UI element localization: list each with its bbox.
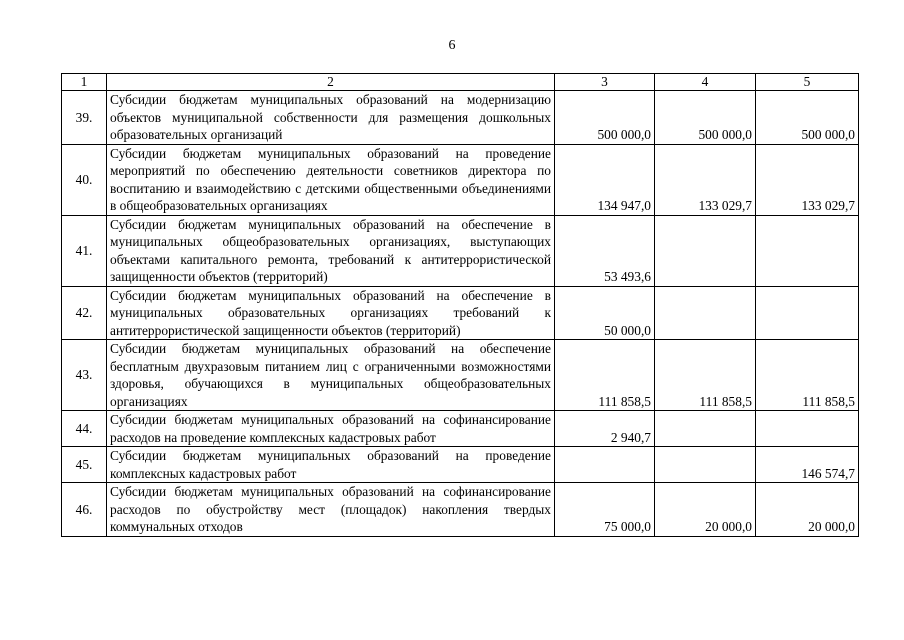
row-description: Субсидии бюджетам муниципальных образований на софинансирование расходов на проведение комплексных кадастровых работ [107,411,555,447]
table-row [62,411,859,447]
row-description: Субсидии бюджетам муниципальных образований на проведение комплексных кадастровых работ [107,447,555,483]
column-header: 2 [107,74,555,91]
row-number: 41. [62,215,107,286]
budget-table [61,73,859,537]
row-number: 43. [62,340,107,411]
value-col-3: 53 493,6 [555,215,655,286]
value-col-4 [655,411,756,447]
table-row [62,447,859,483]
value-col-4 [655,447,756,483]
value-col-5: 500 000,0 [756,91,859,145]
table-row [62,483,859,537]
value-col-4: 133 029,7 [655,144,756,215]
row-number: 40. [62,144,107,215]
row-description: Субсидии бюджетам муниципальных образований на софинансирование расходов по обустройству мест (площадок) накопления твердых коммунальных отходов [107,483,555,537]
value-col-5 [756,215,859,286]
row-description: Субсидии бюджетам муниципальных образований на модернизацию объектов муниципальной собственности для размещения дошкольных образовательных организаций [107,91,555,145]
table-row [62,286,859,340]
row-number: 39. [62,91,107,145]
value-col-4 [655,215,756,286]
value-col-5: 20 000,0 [756,483,859,537]
value-col-3: 50 000,0 [555,286,655,340]
value-col-5: 146 574,7 [756,447,859,483]
row-number: 45. [62,447,107,483]
table-row [62,340,859,411]
value-col-4 [655,286,756,340]
value-col-3: 111 858,5 [555,340,655,411]
value-col-4: 20 000,0 [655,483,756,537]
column-header: 4 [655,74,756,91]
row-number: 42. [62,286,107,340]
value-col-5 [756,286,859,340]
value-col-3: 75 000,0 [555,483,655,537]
value-col-5 [756,411,859,447]
column-header: 1 [62,74,107,91]
value-col-3: 2 940,7 [555,411,655,447]
value-col-3: 134 947,0 [555,144,655,215]
row-description: Субсидии бюджетам муниципальных образований на проведение мероприятий по обеспечению деятельности советников директора по воспитанию и взаимодействию с детскими общественными объединениями в общеобразовательных организациях [107,144,555,215]
row-description: Субсидии бюджетам муниципальных образований на обеспечение бесплатным двухразовым питанием лиц с ограниченными возможностями здоровья, обучающихся в муниципальных общеобразовательных организациях [107,340,555,411]
column-header: 3 [555,74,655,91]
table-row [62,144,859,215]
value-col-5: 133 029,7 [756,144,859,215]
row-description: Субсидии бюджетам муниципальных образований на обеспечение в муниципальных общеобразовательных организациях, выступающих объектами капитального ремонта, требований к антитеррористической защищенности объектов (территорий) [107,215,555,286]
row-description: Субсидии бюджетам муниципальных образований на обеспечение в муниципальных образовательных организациях требований к антитеррористической защищенности объектов (территорий) [107,286,555,340]
value-col-4: 111 858,5 [655,340,756,411]
row-number: 46. [62,483,107,537]
value-col-4: 500 000,0 [655,91,756,145]
value-col-5: 111 858,5 [756,340,859,411]
value-col-3: 500 000,0 [555,91,655,145]
value-col-3 [555,447,655,483]
column-header: 5 [756,74,859,91]
table-header-row [62,74,859,91]
table-row [62,91,859,145]
row-number: 44. [62,411,107,447]
page-number: 6 [448,38,456,53]
table-row [62,215,859,286]
